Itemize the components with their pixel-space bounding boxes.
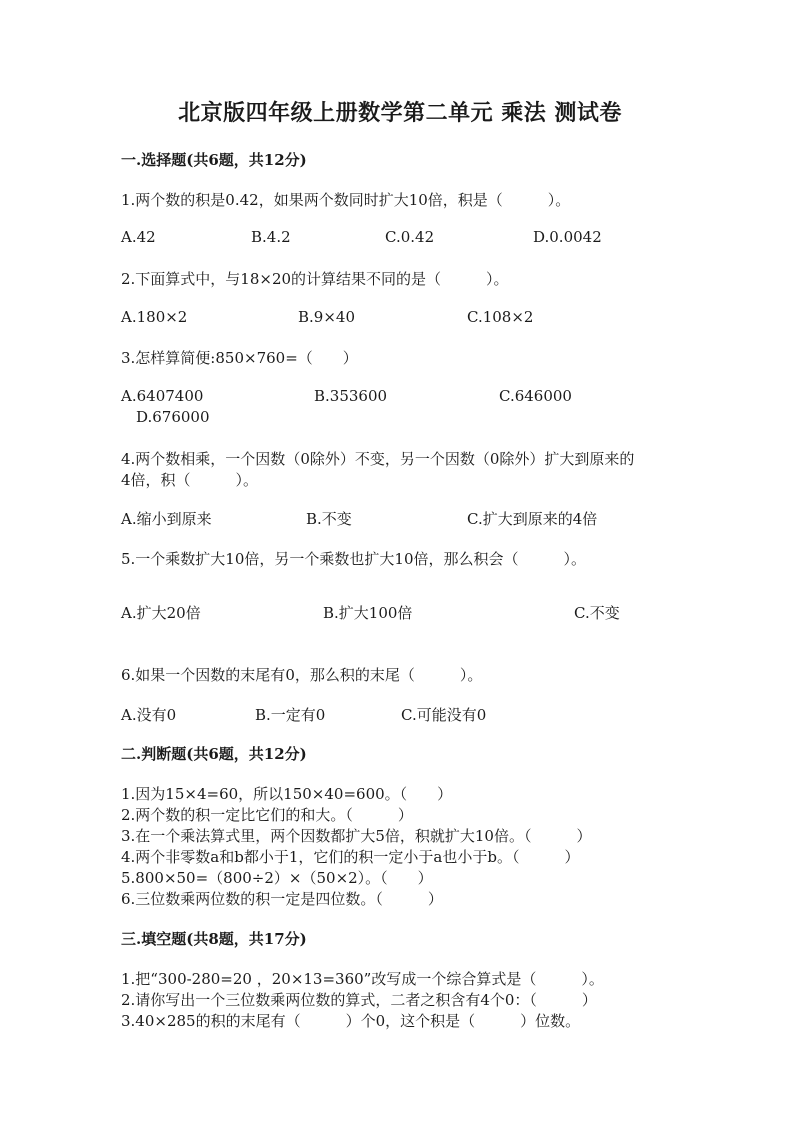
question-1-text: 1.两个数的积是0.42，如果两个数同时扩大10倍，积是（ ）。 bbox=[121, 191, 571, 209]
judgement-item-4: 4.两个非零数a和b都小于1，它们的积一定小于a也小于b。（ ） bbox=[121, 848, 580, 866]
section-heading-judgement: 二.判断题(共6题，共12分) bbox=[121, 745, 307, 763]
fill-in-item-1: 1.把“300-280=20 ，20×13=360”改写成一个综合算式是（ ）。 bbox=[121, 970, 604, 988]
fill-in-item-2: 2.请你写出一个三位数乘两位数的算式，二者之积含有4个0：（ ） bbox=[121, 991, 597, 1009]
q1-option-c: C.0.42 bbox=[385, 228, 435, 246]
q2-option-a: A.180×2 bbox=[121, 308, 188, 326]
judgement-item-2: 2.两个数的积一定比它们的和大。（ ） bbox=[121, 806, 413, 824]
q5-option-b: B.扩大100倍 bbox=[323, 604, 413, 622]
q4-option-b: B.不变 bbox=[306, 510, 352, 528]
question-3-text: 3.怎样算简便:850×760=（ ） bbox=[121, 349, 358, 367]
q3-option-d: D.676000 bbox=[136, 408, 210, 426]
q5-option-a: A.扩大20倍 bbox=[121, 604, 201, 622]
section-heading-choice: 一.选择题(共6题，共12分) bbox=[121, 151, 307, 169]
judgement-item-3: 3.在一个乘法算式里，两个因数都扩大5倍，积就扩大10倍。（ ） bbox=[121, 827, 592, 845]
q6-option-a: A.没有0 bbox=[121, 706, 177, 724]
q6-option-c: C.可能没有0 bbox=[401, 706, 487, 724]
q4-option-c: C.扩大到原来的4倍 bbox=[467, 510, 598, 528]
page-title: 北京版四年级上册数学第二单元 乘法 测试卷 bbox=[178, 100, 622, 126]
q4-option-a: A.缩小到原来 bbox=[121, 510, 212, 528]
q3-option-c: C.646000 bbox=[499, 387, 572, 405]
question-6-text: 6.如果一个因数的末尾有0，那么积的末尾（ ）。 bbox=[121, 666, 483, 684]
q5-option-c: C.不变 bbox=[574, 604, 620, 622]
section-heading-fill-in: 三.填空题(共8题，共17分) bbox=[121, 930, 307, 948]
q3-option-a: A.6407400 bbox=[121, 387, 204, 405]
judgement-item-6: 6.三位数乘两位数的积一定是四位数。（ ） bbox=[121, 890, 443, 908]
q2-option-b: B.9×40 bbox=[298, 308, 355, 326]
question-4-line-1: 4.两个数相乘，一个因数（0除外）不变，另一个因数（0除外）扩大到原来的 bbox=[121, 450, 635, 468]
q3-option-b: B.353600 bbox=[314, 387, 388, 405]
q1-option-d: D.0.0042 bbox=[533, 228, 602, 246]
question-2-text: 2.下面算式中，与18×20的计算结果不同的是（ ）。 bbox=[121, 270, 509, 288]
question-4-line-2: 4倍，积（ ）。 bbox=[121, 471, 259, 489]
q1-option-a: A.42 bbox=[121, 228, 156, 246]
q1-option-b: B.4.2 bbox=[251, 228, 291, 246]
judgement-item-1: 1.因为15×4=60，所以150×40=600。（ ） bbox=[121, 785, 453, 803]
question-5-text: 5.一个乘数扩大10倍，另一个乘数也扩大10倍，那么积会（ ）。 bbox=[121, 550, 586, 568]
q2-option-c: C.108×2 bbox=[467, 308, 534, 326]
judgement-item-5: 5.800×50=（800÷2）×（50×2）。（ ） bbox=[121, 869, 433, 887]
q6-option-b: B.一定有0 bbox=[255, 706, 326, 724]
fill-in-item-3: 3.40×285的积的末尾有（ ）个0，这个积是（ ）位数。 bbox=[121, 1012, 581, 1030]
